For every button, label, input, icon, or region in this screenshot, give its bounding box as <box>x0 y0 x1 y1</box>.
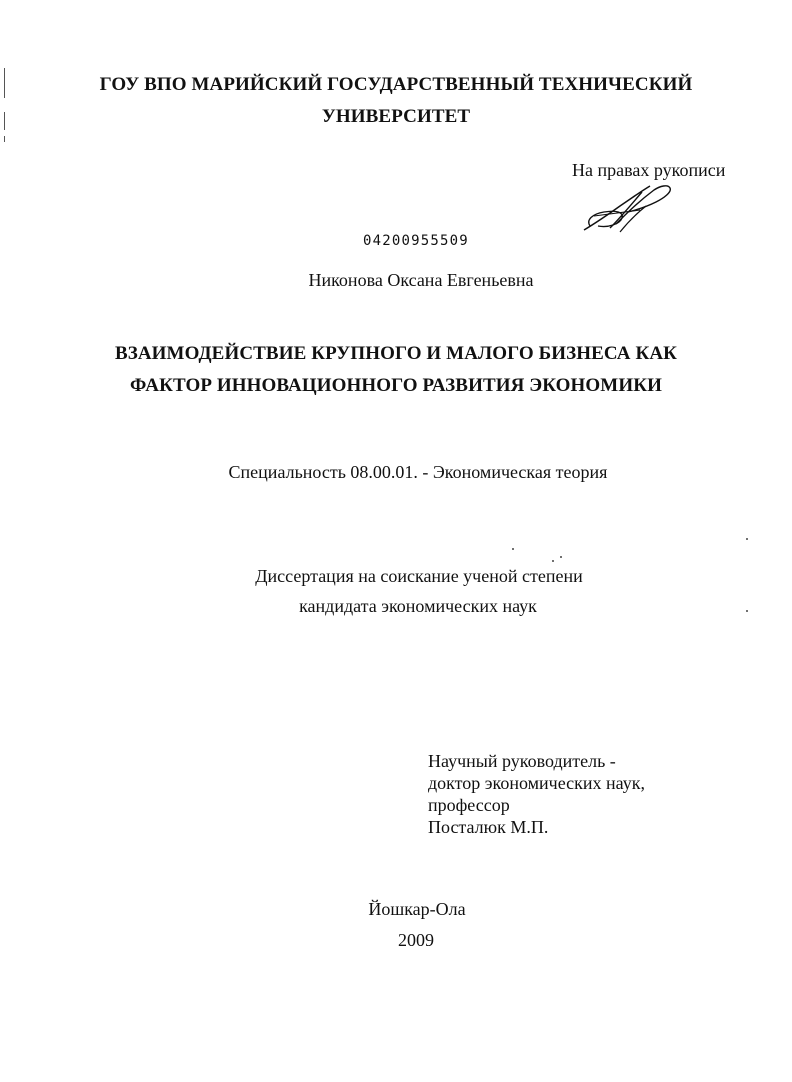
scan-edge-mark <box>4 136 5 142</box>
specialty: Специальность 08.00.01. - Экономическая теория <box>228 462 608 482</box>
supervisor-block <box>428 750 645 838</box>
supervisor-role: Научный руководитель - <box>428 751 616 771</box>
supervisor-title: профессор <box>428 795 510 815</box>
city: Йошкар-Ола <box>368 899 466 919</box>
year: 2009 <box>398 930 434 950</box>
degree-line-1: Диссертация на соискание ученой степени <box>255 566 583 586</box>
dissertation-title-line-1: ВЗАИМОДЕЙСТВИЕ КРУПНОГО И МАЛОГО БИЗНЕСА КАК <box>114 343 678 364</box>
degree-line-2: кандидата экономических наук <box>299 596 537 616</box>
scan-speck <box>746 538 748 540</box>
institution-name-line-1: ГОУ ВПО МАРИЙСКИЙ ГОСУДАРСТВЕННЫЙ ТЕХНИЧЕСКИЙ <box>99 74 693 95</box>
dissertation-title-line-2: ФАКТОР ИННОВАЦИОННОГО РАЗВИТИЯ ЭКОНОМИКИ <box>130 375 662 396</box>
institution-name-line-2: УНИВЕРСИТЕТ <box>321 106 471 127</box>
supervisor-degree: доктор экономических наук, <box>428 773 645 793</box>
manuscript-rights-note: На правах рукописи <box>572 160 726 180</box>
registration-number: 04200955509 <box>363 233 469 249</box>
scan-speck <box>512 548 514 550</box>
author-name: Никонова Оксана Евгеньевна <box>308 270 534 290</box>
scan-speck <box>552 560 554 562</box>
supervisor-name: Посталюк М.П. <box>428 817 549 837</box>
handwritten-signature <box>580 180 676 238</box>
scan-speck <box>560 556 562 558</box>
